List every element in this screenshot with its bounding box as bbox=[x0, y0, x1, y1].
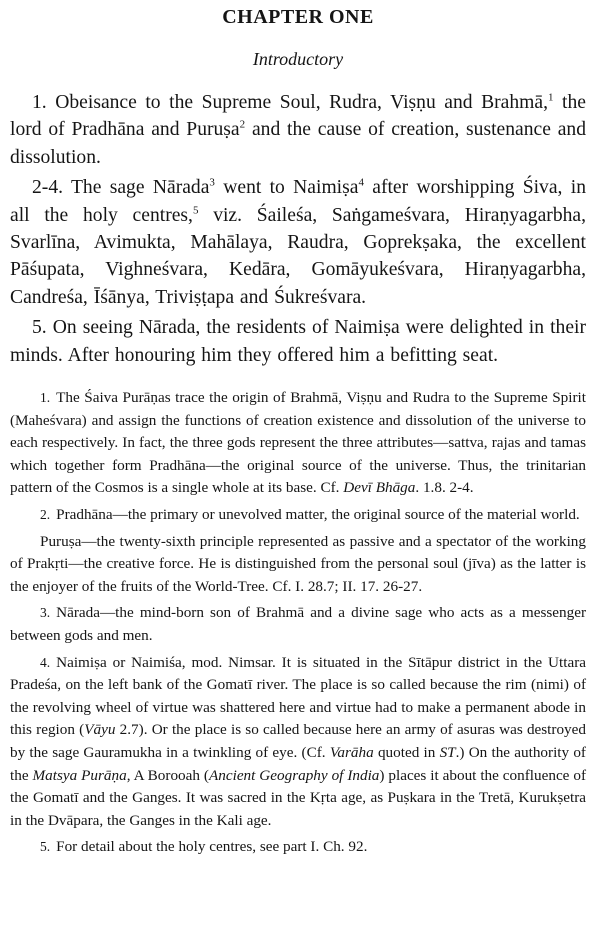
footnote-4-number: 4. bbox=[40, 654, 51, 670]
footnote-2-continued: Puruṣa—the twenty-sixth principle represented as passive and a spectator of the working of Prakṛti—the creative force. He is distinguished from the personal soul (jīva) as the latter is the enjoyer of the fruits of the World-Tree. Cf. I. 28.7; II. 17. 26-27. bbox=[10, 532, 586, 595]
footnote-4-text-c: quoted in bbox=[373, 743, 440, 761]
footnote-4-text-a: Naimiṣa or Naimiśa, mod. Nimsar. It is situated in the Sītāpur district in the Uttara Pradeśa, on the left bank of the Gomatī river. The place is so called because the rim (nimi) of the revolving wheel of virtue was shattered here and virtue had to make a permanent abode in this region ( bbox=[10, 653, 586, 739]
footnote-2-text: Pradhāna—the primary or unevolved matter, the original source of the material world. bbox=[56, 506, 580, 524]
footnote-3 bbox=[10, 602, 586, 647]
verse-5: 5. On seeing Nārada, the residents of Naimiṣa were delighted in their minds. After honouring him they offered him a befitting seat. bbox=[10, 317, 586, 366]
footnote-4-matsya: Matsya Purāṇa bbox=[32, 766, 127, 784]
footnote-ref-4: 4 bbox=[358, 176, 364, 189]
footnote-4-text-e: , A Borooah ( bbox=[126, 766, 209, 784]
footnote-3-text: Nārada—the mind-born son of Brahmā and a divine sage who acts as a messenger between gods and men. bbox=[10, 604, 586, 644]
verse-2-text-d: viz. Śaileśa, Saṅgameśvara, Hiraṇyagarbha, Svarlīna, Avimukta, Mahālaya, Raudra, Goprekṣaka, the excellent Pāśupata, Vighneśvara, Kedāra, Gomāyukeśvara, Hiraṇyagarbha, Candreśa, Īśānya, Triviṣṭapa and Śukreśvara. bbox=[10, 204, 587, 308]
verse-1-text-c: and the cause of creation, sustenance and dissolution. bbox=[10, 119, 586, 168]
footnote-4-vayu: Vāyu bbox=[84, 721, 116, 739]
footnotes bbox=[10, 387, 586, 859]
verse-2-4 bbox=[10, 174, 586, 311]
footnote-ref-3: 3 bbox=[209, 176, 215, 189]
footnote-4-st: ST bbox=[439, 743, 456, 761]
footnote-ref-2: 2 bbox=[239, 118, 246, 131]
footnote-4-text-b: 2.7). Or the place is so called because here an army of asuras was destroyed by the sage Gauramukha in a twinkling of eye. (Cf. bbox=[10, 721, 586, 761]
footnote-ref-5: 5 bbox=[192, 204, 199, 217]
chapter-title: CHAPTER ONE bbox=[222, 6, 374, 28]
footnote-2 bbox=[10, 504, 586, 527]
verse-1 bbox=[10, 89, 586, 171]
main-text bbox=[10, 89, 586, 369]
footnote-ref-1: 1 bbox=[548, 91, 554, 104]
footnote-5-text: For detail about the holy centres, see part I. Ch. 92. bbox=[56, 838, 368, 856]
verse-2-text-c: after worshipping Śiva, in all the holy centres, bbox=[10, 177, 586, 226]
verse-1-text-a: 1. Obeisance to the Supreme Soul, Rudra, Viṣṇu and Brahmā, bbox=[32, 92, 549, 113]
footnote-4-text-f: ) places it about the confluence of the Gomatī and the Ganges. It was sacred in the Kṛta age, as Puṣkara in the Tretā, Kurukṣetra in the Dvāpara, the Ganges in the Kali age. bbox=[10, 766, 587, 829]
footnote-1-text: The Śaiva Purāṇas trace the origin of Brahmā, Viṣṇu and Rudra to the Supreme Spirit (Maheśvara) and assign the functions of creation existence and dissolution of the universe to each respectively. In fact, the three gods represent the three attributes—sattva, rajas and tamas which together form Pradhāna—the original source of the universe. Thus, the trinitarian pattern of the Cosmos is a single whole at its base. Cf. bbox=[10, 389, 586, 497]
footnote-3-number: 3. bbox=[40, 605, 51, 621]
section-title: Introductory bbox=[252, 49, 344, 69]
footnote-4-varaha: Varāha bbox=[329, 743, 374, 761]
verse-2-text-b: went to Naimiṣa bbox=[214, 177, 359, 199]
footnote-1 bbox=[10, 387, 586, 500]
footnote-5-number: 5. bbox=[40, 839, 51, 855]
footnote-1-ref-rest: . 1.8. 2-4. bbox=[415, 479, 474, 497]
footnote-1-ref: Devī Bhāga bbox=[343, 479, 416, 497]
footnote-2-number: 2. bbox=[40, 507, 51, 523]
footnote-4 bbox=[10, 652, 586, 833]
verse-1-text-b: the lord of Pradhāna and Puruṣa bbox=[10, 92, 586, 141]
footnote-4-text-d: .) On the authority of the bbox=[10, 743, 586, 784]
footnote-1-number: 1. bbox=[40, 390, 51, 406]
footnote-4-ancient-geography: Ancient Geography of India bbox=[208, 766, 380, 784]
footnote-5 bbox=[10, 836, 586, 859]
verse-2-text-a: 2-4. The sage Nārada bbox=[32, 177, 210, 199]
